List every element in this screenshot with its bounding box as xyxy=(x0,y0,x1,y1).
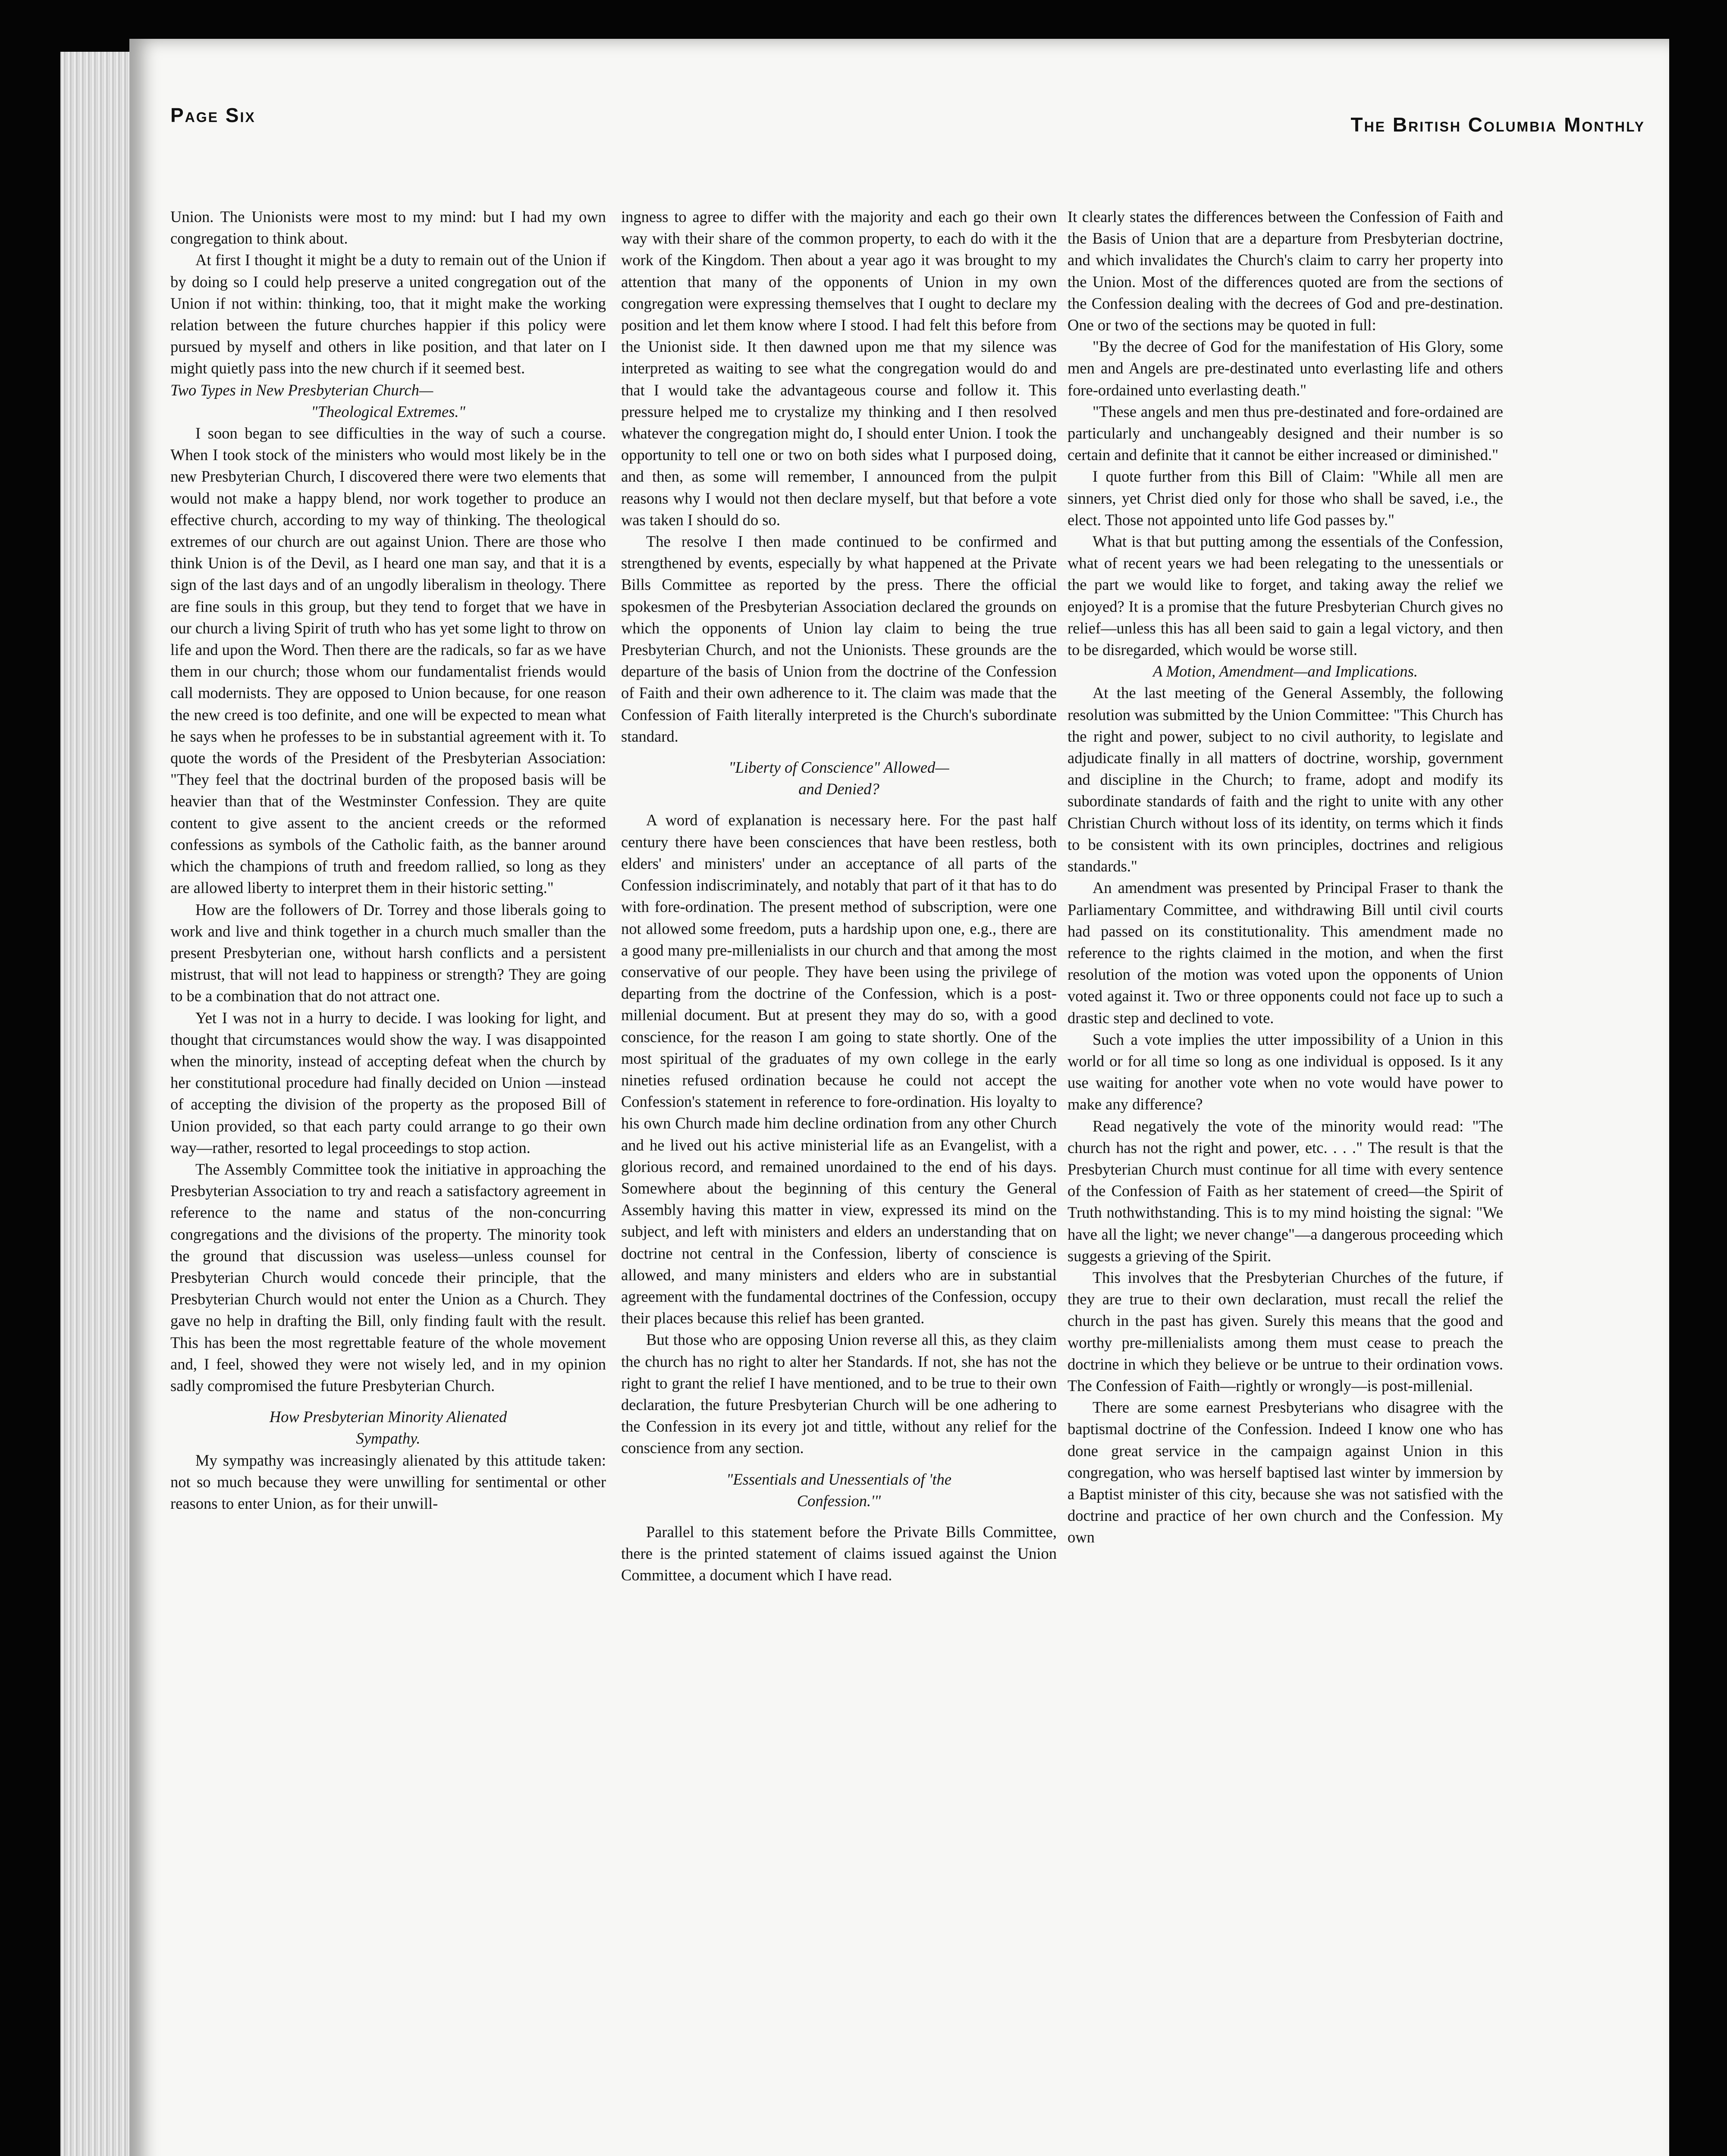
section-heading: How Presbyterian Minority Alienated xyxy=(269,1408,507,1426)
paragraph: There are some earnest Presbyterians who disagree with the baptismal doctrine of the Confession. Indeed I know one who has done great service in the campaign against Union in this congregation, who was herself baptised last winter by immersion by a Baptist minister of this city, because she was not satisfied with the doctrine and practice of her own church and the Confession. My own xyxy=(1068,1398,1503,1546)
paragraph: Such a vote implies the utter impossibility of a Union in this world or for all time so long as one individual is opposed. Is it any use waiting for another vote when no vote would have power to make any difference? xyxy=(1068,1030,1503,1113)
paragraph: Union. The Unionists were most to my mind: but I had my own congregation to think about. xyxy=(170,208,606,248)
paragraph: "By the decree of God for the manifestation of His Glory, some men and Angels are pre-destinated unto everlasting life and others fore-ordained unto everlasting death." xyxy=(1068,338,1503,399)
paragraph: ingness to agree to differ with the majority and each go their own way with their share of the common property, to each do with it the work of the Kingdom. Then about a year ago it was brought to my attention that many of the opponents of Union in my own congregation were expressing themselves that I ought to declare my position and let them know where I stood. I had felt this before from the Unionist side. It then dawned upon me that my silence was interpreted as waiting to see what the congregation would do and that I would take the advantageous course and follow it. This pressure helped me to crystalize my thinking and I then resolved whatever the congregation might do, I should enter Union. I took the opportunity to tell one or two on both sides what I purposed doing, and then, as some will remember, I announced from the pulpit reasons why I would not then declare myself, but that before a vote was taken I should do so. xyxy=(621,208,1057,529)
paragraph: What is that but putting among the essentials of the Confession, what of recent years we had been relegating to the unessentials or the part we would like to forget, and taking away the relief we enjoyed? It is a promise that the future Presbyterian Church gives no relief—unless this has all been said to gain a legal victory, and then to be disregarded, which would be worse still. xyxy=(1068,533,1503,659)
paragraph: But those who are opposing Union reverse all this, as they claim the church has no right to alter her Standards. If not, she has not the right to grant the relief I have mentioned, and to be true to their own declaration, the future Presbyterian Church will be one adhering to the Confession in its every jot and tittle, without any relief for the conscience from any section. xyxy=(621,1331,1057,1457)
paragraph: "These angels and men thus pre-destinated and fore-ordained are particularly and unchangeably designed and their number is so certain and definite that it cannot be either increased or diminished." xyxy=(1068,402,1503,464)
column-2 xyxy=(621,206,1057,2138)
paragraph: My sympathy was increasingly alienated by this attitude taken: not so much because they were unwilling for sentimental or other reasons to enter Union, as for their unwill- xyxy=(170,1451,606,1512)
page-number-header: Page Six xyxy=(170,104,256,126)
paragraph: I quote further from this Bill of Claim: "While all men are sinners, yet Christ died only for those who shall be saved, i.e., the elect. Those not appointed unto life God passes by." xyxy=(1068,467,1503,529)
paragraph: How are the followers of Dr. Torrey and those liberals going to work and live and think together in a church much smaller than the present Presbyterian one, without harsh conflicts and a persistent mistrust, that will not lead to happiness or strength? They are going to be a combination that do not attract one. xyxy=(170,900,606,1005)
section-heading: Sympathy. xyxy=(356,1429,421,1448)
section-heading: Two Types in New Presbyterian Church— xyxy=(170,381,433,399)
paragraph: The Assembly Committee took the initiative in approaching the Presbyterian Association to try and reach a satisfactory agreement in reference to the name and status of the non-concurring congregations and the divisions of the property. The minority took the ground that discussion was useless—unless counsel for Presbyterian Church would concede their principle, that the Presbyterian Church would not enter the Union as a Church. They gave no help in drafting the Bill, only finding fault with the result. This has been the most regrettable feature of the whole movement and, I feel, showed they were not wisely led, and in my opinion sadly compromised the future Presbyterian Church. xyxy=(170,1160,606,1395)
paragraph: This involves that the Presbyterian Churches of the future, if they are true to their own declaration, must recall the relief the church in the past has given. Surely this means that the good and worthy pre-millenialists among them must cease to preach the doctrine in which they believe or be untrue to their ordination vows. The Confession of Faith—rightly or wrongly—is post-millenial. xyxy=(1068,1268,1503,1395)
section-heading: and Denied? xyxy=(798,780,879,798)
column-3 xyxy=(1068,206,1503,2138)
page-edges xyxy=(60,52,138,2156)
paragraph: A word of explanation is necessary here. For the past half century there have been consciences that have been restless, both elders' and ministers' under an acceptance of all parts of the Confession indiscriminately, and notably that part of it that has to do with fore-ordination. The present method of subscription, were one not allowed some freedom, puts a hardship upon one, e.g., there are a good many pre-millenialists in our church and that among the most conservative of our people. They have been using the privilege of departing from the doctrine of the Confession, which is a post-millenial document. But at present they may do so, with a good conscience, for the reason I am going to state shortly. One of the most spiritual of the graduates of my own college in the early nineties refused ordination because he could not accept the Confession's statement in reference to fore-ordination. His loyalty to his own Church made him decline ordination from any other Church and he lived out his active ministerial life as an Evangelist, with a glorious record, and remained unordained to the end of his days. Somewhere about the beginning of this century the General Assembly having this matter in view, expressed its mind on the subject, and left with ministers and elders an understanding that on doctrine not central in the Confession, liberty of conscience is allowed, and many ministers and elders who are in substantial agreement with the fundamental doctrines of the Confession, occupy their places because this relief has been granted. xyxy=(621,811,1057,1327)
paragraph: At first I thought it might be a duty to remain out of the Union if by doing so I could help preserve a united congregation out of the Union if not within: thinking, too, that it might make the working relation between the future churches happier if this policy were pursued by myself and others in like position, and that later on I might quietly pass into the new church if it seemed best. xyxy=(170,251,606,377)
paragraph: At the last meeting of the General Assembly, the following resolution was submitted by the Union Committee: "This Church has the right and power, subject to no civil authority, to legislate and adjudicate finally in all matters of doctrine, worship, government and discipline in the Church; to frame, adopt and modify its subordinate standards of faith and the right to unite with any other Christian Church without loss of its identity, on terms which it finds to be consistent with its own principles, doctrines and religious standards." xyxy=(1068,684,1503,875)
paragraph: It clearly states the differences between the Confession of Faith and the Basis of Union that are a departure from Presbyterian doctrine, and which invalidates the Church's claim to carry her property into the Union. Most of the differences quoted are from the sections of the Confession dealing with the decrees of God and pre-destination. One or two of the sections may be quoted in full: xyxy=(1068,208,1503,334)
paragraph: Yet I was not in a hurry to decide. I was looking for light, and thought that circumstances would show the way. I was disappointed when the minority, instead of accepting defeat when the church by her constitutional procedure had finally decided on Union —instead of accepting the division of the property as the proposed Bill of Union provided, so that each party could arrange to go their own way—rather, resorted to legal proceedings to stop action. xyxy=(170,1009,606,1156)
paragraph: Read negatively the vote of the minority would read: "The church has not the right and power, etc. . . ." The result is that the Presbyterian Church must continue for all time with every sentence of the Confession of Faith as her statement of creed—the Spirit of Truth nothwithstanding. This is to my mind hoisting the signal: "We have all the light; we never change"—a dangerous proceeding which suggests a grieving of the Spirit. xyxy=(1068,1117,1503,1265)
paragraph: Parallel to this statement before the Private Bills Committee, there is the printed statement of claims issued against the Union Committee, a document which I have read. xyxy=(621,1523,1057,1584)
section-heading: "Liberty of Conscience" Allowed— xyxy=(728,758,949,777)
paragraph: The resolve I then made continued to be confirmed and strengthened by events, especially by what happened at the Private Bills Committee as reported by the press. There the official spokesmen of the Presbyterian Association declared the grounds on which the opponents of Union lay claim to being the true Presbyterian Church, and not the Unionists. These grounds are the departure of the basis of Union from the doctrine of the Confession of Faith and their own adherence to it. The claim was made that the Confession of Faith literally interpreted is the Church's subordinate standard. xyxy=(621,533,1057,745)
column-1 xyxy=(170,206,606,2138)
section-heading: "Essentials and Unessentials of 'the xyxy=(726,1470,951,1488)
section-heading: A Motion, Amendment—and Implications. xyxy=(1152,662,1418,680)
paragraph: An amendment was presented by Principal Fraser to thank the Parliamentary Committee, and withdrawing Bill until civil courts had passed on its constitutionality. This amendment made no reference to the rights claimed in the motion, and when the first resolution of the motion was voted upon the opponents of Union voted against it. Two or three opponents could not face up to such a drastic step and declined to vote. xyxy=(1068,879,1503,1027)
section-heading: Confession.'" xyxy=(797,1492,881,1510)
paragraph: I soon began to see difficulties in the way of such a course. When I took stock of the ministers who would most likely be in the new Presbyterian Church, I discovered there were two elements that would not make a happy blend, nor work together to produce an effective church, according to my way of thinking. The theological extremes of our church are out against Union. There are those who think Union is of the Devil, as I heard one man say, and that it is a sign of the last days and of an ungodly liberalism in theology. There are fine souls in this group, but they tend to forget that we have in our church a living Spirit of truth who has yet some light to throw on life and upon the Word. Then there are the radicals, so far as we have them in our church; those whom our fundamentalist friends would call modernists. They are opposed to Union because, for one reason the new creed is too definite, and one will be expected to mean what he says when he professes to be in substantial agreement with it. To quote the words of the President of the Presbyterian Association: "They feel that the doctrinal burden of the proposed basis will be heavier than that of the Westminster Confession. They are quite content to give assent to the ancient creeds or the reformed confessions as symbols of the Catholic faith, as the banner around which the champions of truth and freedom rallied, so long as they are allowed liberty to interpret them in their historic setting." xyxy=(170,424,606,897)
publication-title-header: The British Columbia Monthly xyxy=(1350,113,1645,136)
section-heading: "Theological Extremes." xyxy=(311,402,465,420)
